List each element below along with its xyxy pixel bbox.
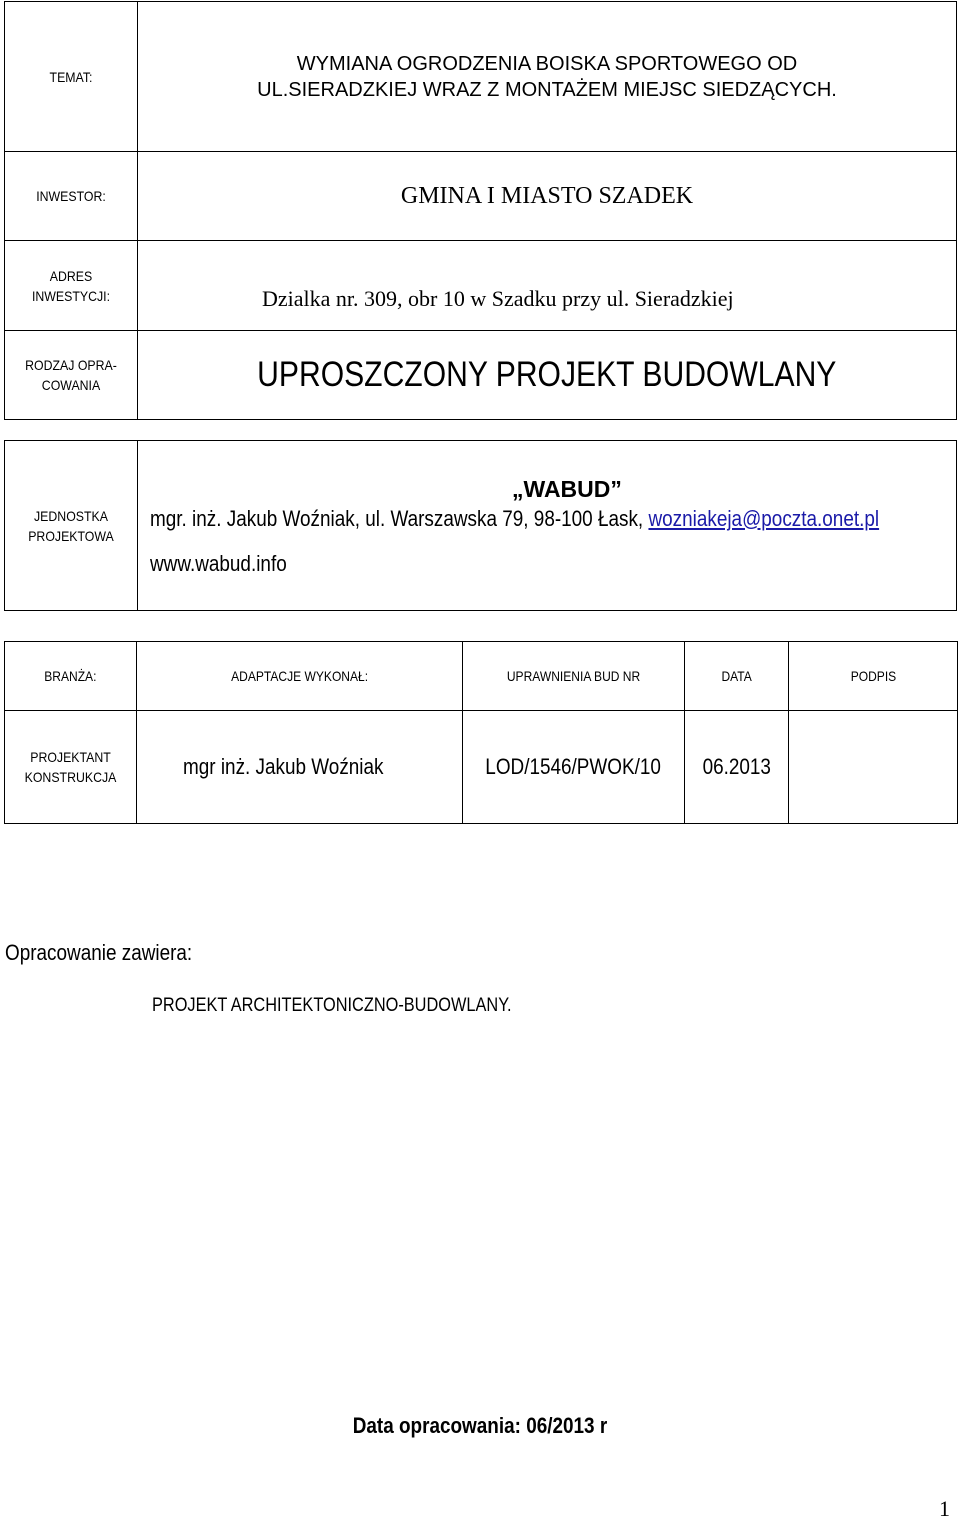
page-number: 1 <box>939 1496 950 1521</box>
design-team-table <box>4 641 958 824</box>
branza-cell <box>5 711 137 824</box>
design-unit-table <box>4 440 957 611</box>
unit-label-line-2: PROJEKTOWA <box>28 527 114 544</box>
inwestor-value-cell <box>138 152 957 241</box>
website-text: www.wabud.info <box>150 550 287 576</box>
tema-line-1: WYMIANA OGRODZENIA BOISKA SPORTOWEGO OD <box>296 52 798 75</box>
header-branza: BRANŻA: <box>5 642 137 711</box>
author-name: mgr inż. Jakub Woźniak <box>183 754 384 779</box>
branza-line-1: PROJEKTANT <box>30 749 111 765</box>
signature-cell <box>789 711 958 824</box>
header-uprawnienia: UPRAWNIENIA BUD NR <box>463 642 685 711</box>
unit-value-cell <box>138 441 957 611</box>
license-number: LOD/1546/PWOK/10 <box>485 754 662 779</box>
inwestor-label: INWESTOR: <box>36 188 106 204</box>
adres-value: Dzialka nr. 309, obr 10 w Szadku przy ul. Sieradzkiej <box>262 286 734 311</box>
branza-line-2: KONSTRUKCJA <box>24 769 117 785</box>
rodzaj-label-line-1: RODZAJ OPRA- <box>25 357 117 373</box>
tema-label-cell <box>5 2 138 152</box>
company-name: „WABUD” <box>512 475 622 502</box>
adres-label-line-1: ADRES <box>49 267 93 284</box>
rodzaj-value: UPROSZCZONY PROJEKT BUDOWLANY <box>257 355 837 394</box>
rodzaj-label-line-2: COWANIA <box>41 377 101 393</box>
email-link[interactable]: wozniakeja@poczta.onet.pl <box>648 505 880 531</box>
date-cell <box>685 711 789 824</box>
title-block-table <box>4 1 957 420</box>
adres-label-cell <box>5 241 138 331</box>
author-cell <box>137 711 463 824</box>
inwestor-value: GMINA I MIASTO SZADEK <box>400 182 694 209</box>
tema-label: TEMAT: <box>49 68 93 85</box>
adres-label-line-2: INWESTYCJI: <box>31 287 111 304</box>
adres-value-cell <box>138 241 957 331</box>
unit-label-cell <box>5 441 138 611</box>
contents-title: Opracowanie zawiera: <box>5 940 193 965</box>
contents-item: PROJEKT ARCHITEKTONICZNO-BUDOWLANY. <box>152 995 512 1016</box>
rodzaj-label-cell <box>5 331 138 420</box>
tema-line-2: UL.SIERADZKIEJ WRAZ Z MONTAŻEM MIEJSC SIEDZĄCYCH. <box>257 78 837 101</box>
unit-label-line-1: JEDNOSTKA <box>34 507 108 524</box>
header-adaptacje: ADAPTACJE WYKONAŁ: <box>137 642 463 711</box>
tema-value-cell <box>138 2 957 152</box>
inwestor-label-cell <box>5 152 138 241</box>
license-cell <box>463 711 685 824</box>
rodzaj-value-cell <box>138 331 957 420</box>
design-date: 06.2013 <box>702 754 771 779</box>
header-data: DATA <box>685 642 789 711</box>
preparation-date: Data opracowania: 06/2013 r <box>352 1413 608 1438</box>
unit-address: mgr. inż. Jakub Woźniak, ul. Warszawska 79, 98-100 Łask, <box>150 505 644 531</box>
header-podpis: PODPIS <box>789 642 958 711</box>
